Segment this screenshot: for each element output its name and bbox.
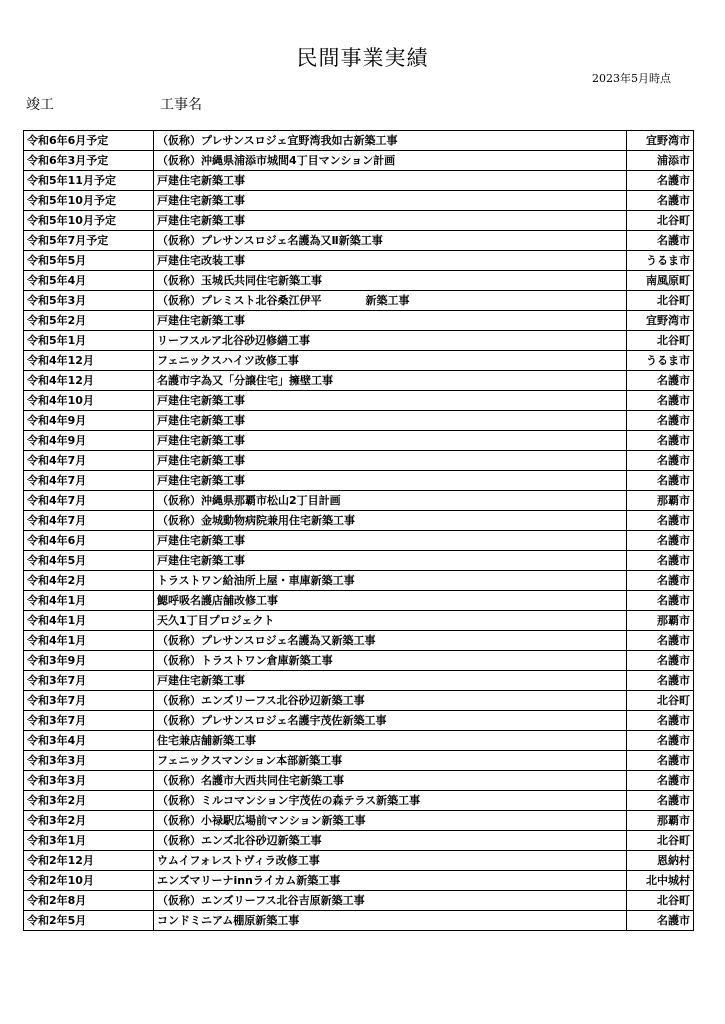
completion-date-cell: 令和5年10月予定 <box>24 211 154 231</box>
table-row <box>24 711 694 731</box>
project-name-cell: 戸建住宅新築工事 <box>154 171 627 191</box>
completion-date-cell: 令和4年7月 <box>24 451 154 471</box>
page-title: 民間事業実績 <box>296 46 429 70</box>
table-row <box>24 431 694 451</box>
location-cell: 名護市 <box>627 651 694 671</box>
completion-date-cell: 令和4年1月 <box>24 631 154 651</box>
completion-date-cell: 令和2年10月 <box>24 871 154 891</box>
project-name-cell: リーフスルア北谷砂辺修繕工事 <box>154 331 627 351</box>
project-name-cell: フェニックスマンション本部新築工事 <box>154 751 627 771</box>
completion-date-cell: 令和4年7月 <box>24 471 154 491</box>
table-row <box>24 411 694 431</box>
table-row <box>24 691 694 711</box>
completion-date-cell: 令和3年2月 <box>24 791 154 811</box>
project-name-cell: （仮称）小禄駅広場前マンション新築工事 <box>154 811 627 831</box>
location-cell: 名護市 <box>627 531 694 551</box>
location-cell: 北谷町 <box>627 831 694 851</box>
project-name-cell: コンドミニアム棚原新築工事 <box>154 911 627 931</box>
project-name-cell: 戸建住宅新築工事 <box>154 551 627 571</box>
records-table <box>23 130 694 931</box>
completion-date-cell: 令和4年9月 <box>24 431 154 451</box>
location-cell: 名護市 <box>627 431 694 451</box>
project-name-cell: （仮称）トラストワン倉庫新築工事 <box>154 651 627 671</box>
as-of-date: 2023年5月時点 <box>592 72 671 85</box>
table-row <box>24 511 694 531</box>
completion-date-cell: 令和4年1月 <box>24 591 154 611</box>
completion-date-cell: 令和3年7月 <box>24 671 154 691</box>
project-name-cell: （仮称）金城動物病院兼用住宅新築工事 <box>154 511 627 531</box>
project-name-cell: 住宅兼店舗新築工事 <box>154 731 627 751</box>
project-name-cell: 鰓呼吸名護店舗改修工事 <box>154 591 627 611</box>
location-cell: 名護市 <box>627 731 694 751</box>
table-row <box>24 151 694 171</box>
table-row <box>24 131 694 151</box>
location-cell: 名護市 <box>627 171 694 191</box>
project-name-cell: （仮称）プレミスト北谷桑江伊平 新築工事 <box>154 291 627 311</box>
location-cell: 名護市 <box>627 571 694 591</box>
project-name-cell: （仮称）沖縄県那覇市松山2丁目計画 <box>154 491 627 511</box>
completion-date-cell: 令和4年1月 <box>24 611 154 631</box>
table-row <box>24 171 694 191</box>
location-cell: 那覇市 <box>627 811 694 831</box>
location-cell: 名護市 <box>627 911 694 931</box>
column-header-completion: 竣工 <box>26 97 54 113</box>
completion-date-cell: 令和3年4月 <box>24 731 154 751</box>
completion-date-cell: 令和5年4月 <box>24 271 154 291</box>
location-cell: 名護市 <box>627 751 694 771</box>
table-row <box>24 551 694 571</box>
table-row <box>24 651 694 671</box>
project-name-cell: 戸建住宅新築工事 <box>154 531 627 551</box>
completion-date-cell: 令和5年11月予定 <box>24 171 154 191</box>
table-row <box>24 631 694 651</box>
project-name-cell: 戸建住宅新築工事 <box>154 451 627 471</box>
completion-date-cell: 令和3年2月 <box>24 811 154 831</box>
project-name-cell: （仮称）エンズリーフス北谷吉原新築工事 <box>154 891 627 911</box>
project-name-cell: 天久1丁目プロジェクト <box>154 611 627 631</box>
table-row <box>24 751 694 771</box>
records-body <box>24 131 694 931</box>
table-row <box>24 831 694 851</box>
table-row <box>24 371 694 391</box>
table-row <box>24 211 694 231</box>
location-cell: 名護市 <box>627 711 694 731</box>
table-row <box>24 491 694 511</box>
location-cell: 宜野湾市 <box>627 131 694 151</box>
location-cell: 那覇市 <box>627 491 694 511</box>
completion-date-cell: 令和4年5月 <box>24 551 154 571</box>
completion-date-cell: 令和4年10月 <box>24 391 154 411</box>
completion-date-cell: 令和4年7月 <box>24 511 154 531</box>
project-name-cell: 戸建住宅新築工事 <box>154 411 627 431</box>
project-name-cell: 戸建住宅新築工事 <box>154 191 627 211</box>
project-name-cell: エンズマリーナinnライカム新築工事 <box>154 871 627 891</box>
table-row <box>24 351 694 371</box>
table-row <box>24 471 694 491</box>
project-name-cell: トラストワン給油所上屋・車庫新築工事 <box>154 571 627 591</box>
completion-date-cell: 令和4年9月 <box>24 411 154 431</box>
project-name-cell: （仮称）名護市大西共同住宅新築工事 <box>154 771 627 791</box>
completion-date-cell: 令和5年10月予定 <box>24 191 154 211</box>
table-row <box>24 591 694 611</box>
project-name-cell: 戸建住宅改装工事 <box>154 251 627 271</box>
table-row <box>24 231 694 251</box>
location-cell: 宜野湾市 <box>627 311 694 331</box>
completion-date-cell: 令和3年7月 <box>24 711 154 731</box>
location-cell: 名護市 <box>627 631 694 651</box>
location-cell: 名護市 <box>627 551 694 571</box>
location-cell: 名護市 <box>627 451 694 471</box>
table-row <box>24 611 694 631</box>
table-row <box>24 571 694 591</box>
project-name-cell: （仮称）沖縄県浦添市城間4丁目マンション計画 <box>154 151 627 171</box>
completion-date-cell: 令和3年1月 <box>24 831 154 851</box>
completion-date-cell: 令和4年2月 <box>24 571 154 591</box>
location-cell: 北谷町 <box>627 291 694 311</box>
project-name-cell: （仮称）プレサンスロジェ宜野湾我如古新築工事 <box>154 131 627 151</box>
location-cell: 北中城村 <box>627 871 694 891</box>
table-row <box>24 791 694 811</box>
project-name-cell: （仮称）ミルコマンション宇茂佐の森テラス新築工事 <box>154 791 627 811</box>
completion-date-cell: 令和3年9月 <box>24 651 154 671</box>
completion-date-cell: 令和2年8月 <box>24 891 154 911</box>
completion-date-cell: 令和4年12月 <box>24 371 154 391</box>
location-cell: 那覇市 <box>627 611 694 631</box>
table-row <box>24 771 694 791</box>
location-cell: 名護市 <box>627 231 694 251</box>
completion-date-cell: 令和6年6月予定 <box>24 131 154 151</box>
location-cell: 恩納村 <box>627 851 694 871</box>
location-cell: 名護市 <box>627 671 694 691</box>
project-name-cell: 戸建住宅新築工事 <box>154 471 627 491</box>
location-cell: うるま市 <box>627 251 694 271</box>
location-cell: 北谷町 <box>627 211 694 231</box>
table-row <box>24 731 694 751</box>
table-row <box>24 271 694 291</box>
project-name-cell: ウムイフォレストヴィラ改修工事 <box>154 851 627 871</box>
location-cell: 北谷町 <box>627 331 694 351</box>
project-name-cell: （仮称）プレサンスロジェ名護宇茂佐新築工事 <box>154 711 627 731</box>
project-name-cell: （仮称）エンズ北谷砂辺新築工事 <box>154 831 627 851</box>
table-row <box>24 391 694 411</box>
project-name-cell: （仮称）プレサンスロジェ名護為又Ⅱ新築工事 <box>154 231 627 251</box>
location-cell: 名護市 <box>627 411 694 431</box>
table-row <box>24 911 694 931</box>
project-name-cell: （仮称）玉城氏共同住宅新築工事 <box>154 271 627 291</box>
completion-date-cell: 令和3年3月 <box>24 751 154 771</box>
project-name-cell: 戸建住宅新築工事 <box>154 391 627 411</box>
location-cell: 名護市 <box>627 391 694 411</box>
location-cell: うるま市 <box>627 351 694 371</box>
location-cell: 名護市 <box>627 191 694 211</box>
location-cell: 名護市 <box>627 771 694 791</box>
table-row <box>24 311 694 331</box>
location-cell: 名護市 <box>627 591 694 611</box>
table-row <box>24 191 694 211</box>
location-cell: 北谷町 <box>627 891 694 911</box>
project-name-cell: 戸建住宅新築工事 <box>154 211 627 231</box>
table-row <box>24 811 694 831</box>
location-cell: 名護市 <box>627 791 694 811</box>
completion-date-cell: 令和4年7月 <box>24 491 154 511</box>
location-cell: 名護市 <box>627 511 694 531</box>
table-row <box>24 531 694 551</box>
project-name-cell: 戸建住宅新築工事 <box>154 671 627 691</box>
completion-date-cell: 令和5年7月予定 <box>24 231 154 251</box>
completion-date-cell: 令和5年3月 <box>24 291 154 311</box>
completion-date-cell: 令和4年6月 <box>24 531 154 551</box>
location-cell: 浦添市 <box>627 151 694 171</box>
table-row <box>24 851 694 871</box>
table-row <box>24 671 694 691</box>
completion-date-cell: 令和3年7月 <box>24 691 154 711</box>
completion-date-cell: 令和5年1月 <box>24 331 154 351</box>
table-row <box>24 291 694 311</box>
project-name-cell: フェニックスハイツ改修工事 <box>154 351 627 371</box>
location-cell: 名護市 <box>627 471 694 491</box>
column-header-project: 工事名 <box>160 97 202 113</box>
completion-date-cell: 令和5年5月 <box>24 251 154 271</box>
location-cell: 北谷町 <box>627 691 694 711</box>
location-cell: 南風原町 <box>627 271 694 291</box>
completion-date-cell: 令和5年2月 <box>24 311 154 331</box>
completion-date-cell: 令和2年5月 <box>24 911 154 931</box>
completion-date-cell: 令和6年3月予定 <box>24 151 154 171</box>
project-name-cell: （仮称）エンズリーフス北谷砂辺新築工事 <box>154 691 627 711</box>
table-row <box>24 451 694 471</box>
table-row <box>24 871 694 891</box>
location-cell: 名護市 <box>627 371 694 391</box>
table-row <box>24 891 694 911</box>
project-name-cell: 戸建住宅新築工事 <box>154 431 627 451</box>
completion-date-cell: 令和3年3月 <box>24 771 154 791</box>
project-name-cell: 戸建住宅新築工事 <box>154 311 627 331</box>
table-row <box>24 331 694 351</box>
completion-date-cell: 令和4年12月 <box>24 351 154 371</box>
project-name-cell: （仮称）プレサンスロジェ名護為又新築工事 <box>154 631 627 651</box>
table-row <box>24 251 694 271</box>
project-name-cell: 名護市字為又「分譲住宅」擁壁工事 <box>154 371 627 391</box>
completion-date-cell: 令和2年12月 <box>24 851 154 871</box>
